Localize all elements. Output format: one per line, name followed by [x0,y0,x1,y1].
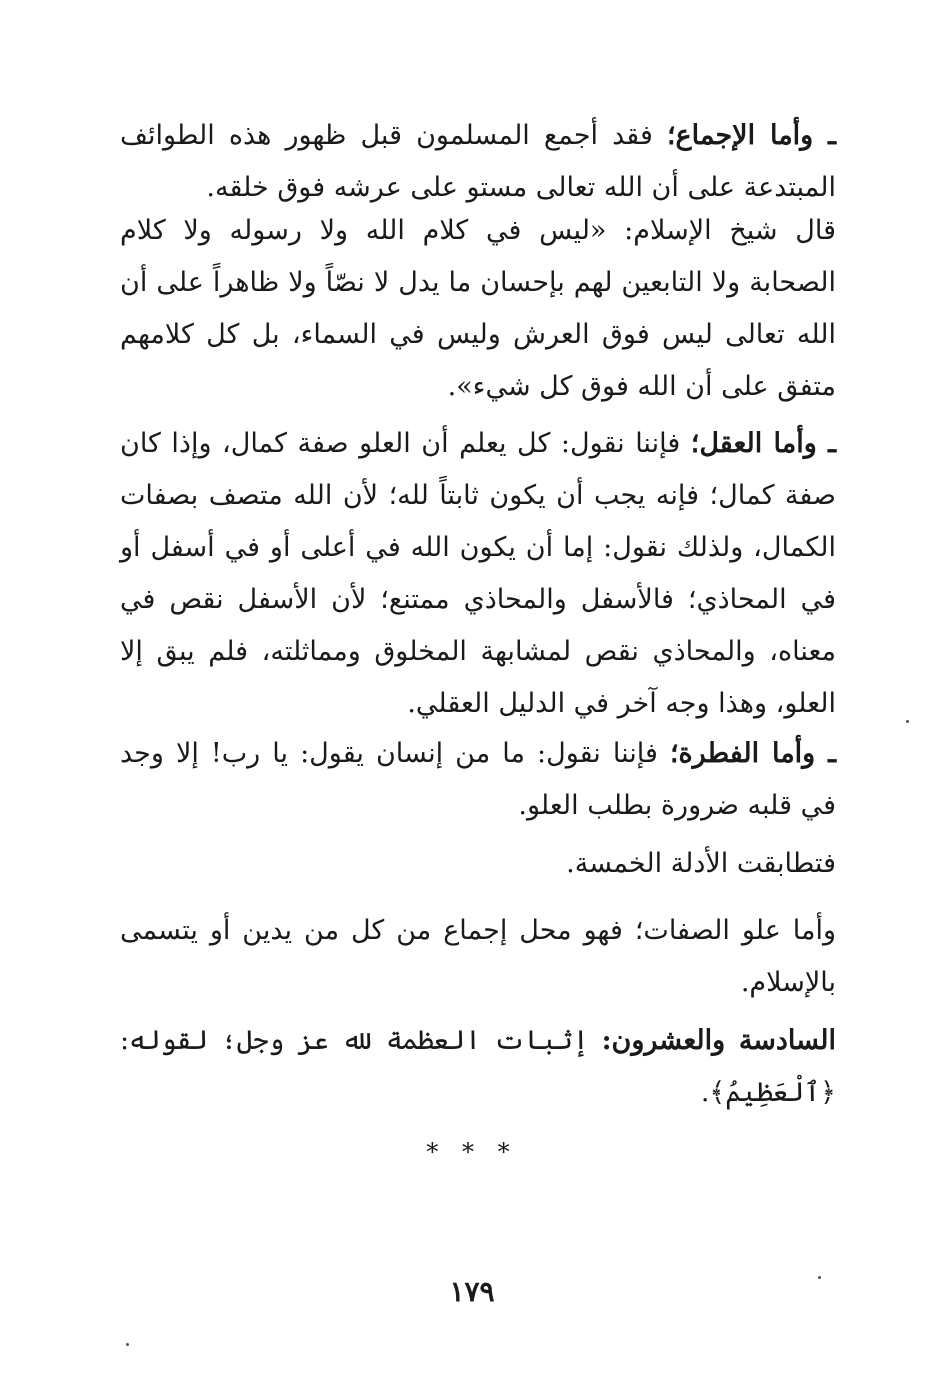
paragraph-body: فإننا نقول: كل يعلم أن العلو صفة كمال، وإذا كان صفة كمال؛ فإنه يجب أن يكون ثابتاً لله؛ لأن الله متصف بصفات الكمال، ولذلك نقول: إما أن يكون الله في أعلى أو في أسفل أو في المحاذي؛ فالأسفل والمحاذي ممتنع؛ لأن الأسفل نقص في معناه، والمحاذي نقص لمشابهة المخلوق ومماثلته، فلم يبق إلا العلو، وهذا وجه آخر في الدليل العقلي. [120,428,836,719]
paragraph-body: فقد أجمع المسلمون قبل ظهور هذه الطوائف المبتدعة على أن الله تعالى مستو على عرشه فوق خلقه. [120,120,836,203]
scan-speck [818,1276,821,1279]
paragraph-body: قال شيخ الإسلام: «ليس في كلام الله ولا رسوله ولا كلام الصحابة ولا التابعين لهم بإحسان ما يدل لا نصّاً ولا ظاهراً على أن الله تعالى ليس فوق العرش وليس في السماء، بل كل كلامهم متفق على أن الله فوق كل شيء». [120,215,836,402]
paragraph-concord [120,838,836,890]
paragraph-attributes [120,905,836,1009]
paragraph-quote [120,205,836,413]
section-separator: * * * [426,1138,518,1166]
paragraph-lead: السادسة والعشرون: [601,1025,836,1056]
scan-speck [126,1343,129,1346]
paragraph-consensus [120,110,836,214]
page-number: ١٧٩ [449,1275,495,1308]
paragraph-body: فتطابقت الأدلة الخمسة. [566,848,836,879]
scan-speck [906,720,909,723]
paragraph-lead: ـ وأما الإجماع؛ [666,120,836,151]
paragraph-lead: ـ وأما الفطرة؛ [669,738,836,769]
paragraph-body: فإننا نقول: ما من إنسان يقول: يا رب! إلا وجد في قلبه ضرورة بطلب العلو. [120,738,836,821]
paragraph-reason [120,418,836,730]
paragraph-twenty-sixth [120,1015,836,1119]
paragraph-lead: ـ وأما العقل؛ [690,428,836,459]
paragraph-body: وأما علو الصفات؛ فهو محل إجماع من كل من يدين أو يتسمى بالإسلام. [120,915,836,998]
paragraph-body: إثبات العظمة لله عز وجل؛ لقوله: ﴿ٱلْعَظِيمُ﴾. [120,1025,836,1108]
paragraph-fitra [120,728,836,832]
